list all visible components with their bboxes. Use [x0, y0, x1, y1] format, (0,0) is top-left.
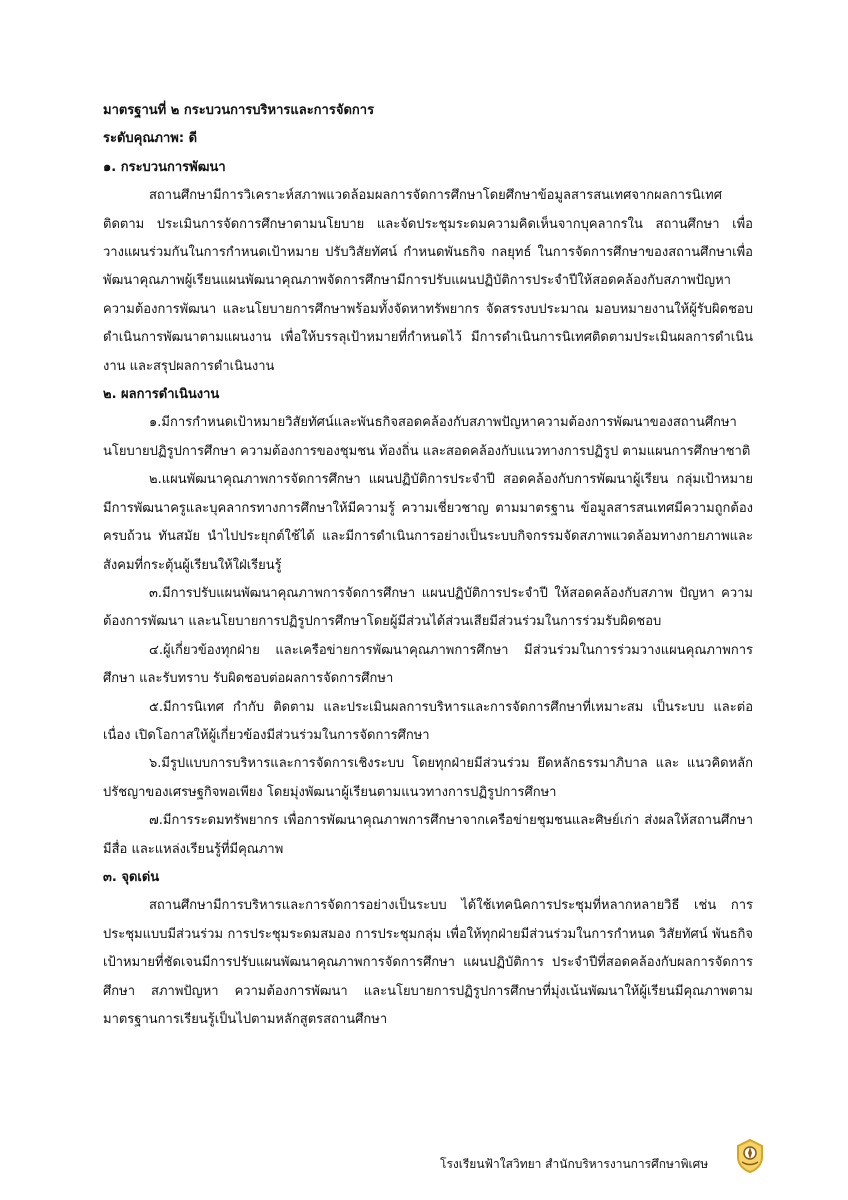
result-item-5: ๕.มีการนิเทศ กำกับ ติดตาม และประเมินผลการบริหารและการจัดการศึกษาที่เหมาะสม เป็นระบบ และต่อเนื่อง เปิดโอกาสให้ผู้เกี่ยวข้องมีส่วนร่วมในการจัดการศึกษา — [103, 699, 753, 743]
result-item-6: ๖.มีรูปแบบการบริหารและการจัดการเชิงระบบ โดยทุกฝ่ายมีส่วนร่วม ยึดหลักธรรมาภิบาล และ แนวคิดหลักปรัชญาของเศรษฐกิจพอเพียง โดยมุ่งพัฒนาผู้เรียนตามแนวทางการปฏิรูปการศึกษา — [103, 756, 753, 800]
paragraph-development-process: สถานศึกษามีการวิเคราะห์สภาพแวดล้อมผลการจัดการศึกษาโดยศึกษาข้อมูลสารสนเทศจากผลการนิเทศ ติดตาม ประเมินการจัดการศึกษาตามนโยบาย และจัดประชุมระดมความคิดเห็นจากบุคลากรใน สถานศึกษา เพื่อวางแผนร่วมกันในการกำหนดเป้าหมาย ปรับวิสัยทัศน์ กำหนดพันธกิจ กลยุทธ์ ในการจัดการศึกษาของสถานศึกษาเพื่อพัฒนาคุณภาพผู้เรียนแผนพัฒนาคุณภาพจัดการศึกษามีการปรับแผนปฏิบัติการประจำปีให้สอดคล้องกับสภาพปัญหา ความต้องการพัฒนา และนโยบายการศึกษาพร้อมทั้งจัดหาทรัพยากร จัดสรรงบประมาณ มอบหมายงานให้ผู้รับผิดชอบดำเนินการพัฒนาตามแผนงาน เพื่อให้บรรลุเป้าหมายที่กำหนดไว้ มีการดำเนินการนิเทศติดตามประเมินผลการดำเนินงาน และสรุปผลการดำเนินงาน — [103, 188, 753, 374]
result-item-2: ๒.แผนพัฒนาคุณภาพการจัดการศึกษา แผนปฏิบัติการประจำปี สอดคล้องกับการพัฒนาผู้เรียน กลุ่มเป้าหมาย มีการพัฒนาครูและบุคลากรทางการศึกษาให้มีความรู้ ความเชี่ยวชาญ ตามมาตรฐาน ข้อมูลสารสนเทศมีความถูกต้อง ครบถ้วน ทันสมัย นำไปประยุกต์ใช้ได้ และมีการดำเนินการอย่างเป็นระบบกิจกรรมจัดสภาพแวดล้อมทางกายภาพและสังคมที่กระตุ้นผู้เรียนให้ใฝ่เรียนรู้ — [103, 472, 753, 573]
quality-level: ระดับคุณภาพ: ดี — [103, 131, 198, 147]
footer-school-name: โรงเรียนฟ้าใสวิทยา สำนักบริหารงานการศึกษาพิเศษ — [440, 1157, 709, 1171]
document-title: มาตรฐานที่ ๒ กระบวนการบริหารและการจัดการ — [103, 103, 375, 118]
document-body — [103, 97, 753, 1034]
result-item-3: ๓.มีการปรับแผนพัฒนาคุณภาพการจัดการศึกษา แผนปฏิบัติการประจำปี ให้สอดคล้องกับสภาพ ปัญหา ความต้องการพัฒนา และนโยบายการปฏิรูปการศึกษาโดยผู้มีส่วนได้ส่วนเสียมีส่วนร่วมในการร่วมรับผิดชอบ — [103, 585, 753, 630]
result-item-4: ๔.ผู้เกี่ยวข้องทุกฝ่าย และเครือข่ายการพัฒนาคุณภาพการศึกษา มีส่วนร่วมในการร่วมวางแผนคุณภาพการศึกษา และรับทราบ รับผิดชอบต่อผลการจัดการศึกษา — [103, 642, 753, 687]
school-emblem-icon — [734, 1138, 766, 1174]
paragraph-strengths: สถานศึกษามีการบริหารและการจัดการอย่างเป็นระบบ ได้ใช้เทคนิคการประชุมที่หลากหลายวิธี เช่น การประชุมแบบมีส่วนร่วม การประชุมระดมสมอง การประชุมกลุ่ม เพื่อให้ทุกฝ่ายมีส่วนร่วมในการกำหนด วิสัยทัศน์ พันธกิจ เป้าหมายที่ชัดเจนมีการปรับแผนพัฒนาคุณภาพการจัดการศึกษา แผนปฏิบัติการ ประจำปีที่สอดคล้องกับผลการจัดการศึกษา สภาพปัญหา ความต้องการพัฒนา และนโยบายการปฏิรูปการศึกษาที่มุ่งเน้นพัฒนาให้ผู้เรียนมีคุณภาพตามมาตรฐานการเรียนรู้เป็นไปตามหลักสูตรสถานศึกษา — [103, 898, 753, 1027]
result-item-1: ๑.มีการกำหนดเป้าหมายวิสัยทัศน์และพันธกิจสอดคล้องกับสภาพปัญหาความต้องการพัฒนาของสถานศึกษา นโยบายปฏิรูปการศึกษา ความต้องการของชุมชน ท้องถิ่น และสอดคล้องกับแนวทางการปฏิรูป ตามแผนการศึกษาชาติ — [103, 415, 751, 459]
section-heading-development-process: ๑. กระบวนการพัฒนา — [103, 159, 226, 175]
section-heading-strengths: ๓. จุดเด่น — [103, 869, 160, 885]
section-heading-operation-results: ๒. ผลการดำเนินงาน — [103, 387, 220, 403]
result-item-7: ๗.มีการระดมทรัพยากร เพื่อการพัฒนาคุณภาพการศึกษาจากเครือข่ายชุมชนและศิษย์เก่า ส่งผลให้สถานศึกษามีสื่อ และแหล่งเรียนรู้ที่มีคุณภาพ — [103, 813, 753, 857]
